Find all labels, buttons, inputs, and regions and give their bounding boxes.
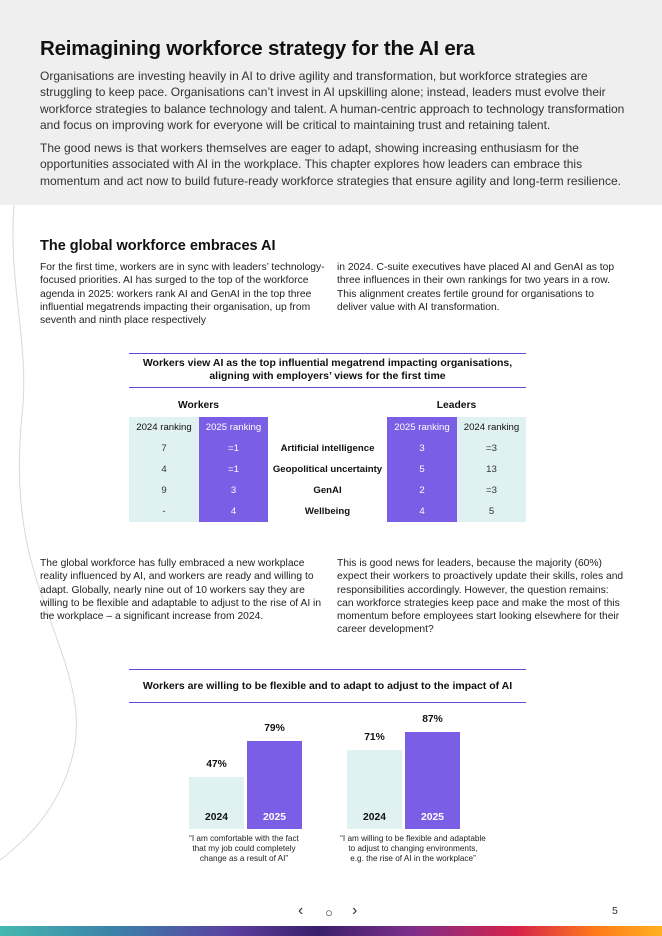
row-label: GenAI: [268, 480, 387, 501]
bar-value-label: 79%: [264, 723, 285, 734]
bar-2024-group-1: [189, 777, 244, 829]
footer-gradient-bar: [0, 926, 662, 936]
table-top-rule: [129, 353, 526, 354]
bar-value-label: 71%: [364, 732, 385, 743]
prev-page-icon[interactable]: ‹: [298, 902, 304, 919]
caption-1-line-1: “I am comfortable with the fact: [189, 834, 299, 843]
table-cell: 3: [199, 480, 268, 501]
caption-2-line-3: e.g. the rise of AI in the workplace”: [350, 854, 476, 864]
bar-series-label: 2025: [421, 812, 444, 823]
intro-paragraph-2: The good news is that workers themselves are eager to adapt, showing increasing enthusiasm for the opportunities associated with AI in the workplace. This chapter explores how leaders can embrace this momentum and act now to build future-ready workforce strategies that ensure agility and long-term resilience.: [40, 141, 621, 188]
table-cell: 4: [199, 501, 268, 522]
row-label: Artificial intelligence: [268, 438, 387, 459]
table-cell: =1: [199, 438, 268, 459]
header-leaders-2025: 2025 ranking: [387, 417, 457, 438]
section-title: The global workforce embraces AI: [40, 238, 276, 254]
body-column-3: The global workforce has fully embraced a new workplace reality influenced by AI, and workers are ready and willing to adapt. Globally, nearly nine out of 10 workers say they are willing to be flexible and adaptable to adjust to the rise of AI in the workplace – a significant increase from 2024.: [40, 558, 322, 623]
page-title: Reimagining workforce strategy for the AI era: [40, 37, 475, 60]
home-icon[interactable]: ○: [325, 905, 333, 920]
next-page-icon[interactable]: ›: [352, 902, 358, 919]
table-cell: 5: [457, 501, 526, 522]
header-workers-2025: 2025 ranking: [199, 417, 268, 438]
workers-label: Workers: [177, 400, 220, 411]
bar-value-label: 47%: [206, 759, 227, 770]
chart-bottom-rule: [129, 702, 526, 703]
header-leaders-2024: 2024 ranking: [457, 417, 526, 438]
table-cell: 3: [387, 438, 457, 459]
table-cell: 4: [129, 459, 199, 480]
table-cell: 9: [129, 480, 199, 501]
table-title-line-1: Workers view AI as the top influential megatrend impacting organisations,: [142, 357, 513, 369]
bar-2024-group-2: [347, 750, 402, 829]
table-cell: 5: [387, 459, 457, 480]
bar-series-label: 2024: [363, 812, 386, 823]
intro-paragraph-1: Organisations are investing heavily in AI to drive agility and transformation, but workforce strategies are struggling to keep pace. Organisations can’t invest in AI upskilling alone; instead, leaders must evolve their workforce strategies to balance technology and talent. A human-centric approach to technology transformation and focus on improving work for everyone will be critical to maintaining trust and retaining talent.: [40, 69, 625, 132]
table-cell: =3: [457, 480, 526, 501]
table-cell: =1: [199, 459, 268, 480]
table-title-line-2: aligning with employers’ views for the first time: [209, 370, 446, 382]
body-column-2: in 2024. C-suite executives have placed AI and GenAI as top three influences in their own rankings for two years in a row. This alignment creates fertile ground for organisations to deliver value with AI transformation.: [337, 262, 615, 313]
chart-title: Workers are willing to be flexible and to adapt to adjust to the impact of AI: [142, 680, 513, 692]
caption-2-line-2: to adjust to changing environments,: [348, 844, 478, 854]
row-label: Geopolitical uncertainty: [268, 459, 387, 480]
bar-series-label: 2025: [263, 812, 286, 823]
table-cell: -: [129, 501, 199, 522]
table-cell: =3: [457, 438, 526, 459]
body-column-1: For the first time, workers are in sync with leaders’ technology-focused priorities. AI has surged to the top of the workforce agenda in 2025: workers rank AI and GenAI in the top three influential megatrends impacting their organisation, up from seventh and ninth place respectively: [40, 262, 325, 327]
chart-caption-1: [164, 834, 324, 865]
bar-series-label: 2024: [205, 812, 228, 823]
body-column-4: This is good news for leaders, because the majority (60%) expect their workers to proactively update their skills, roles and responsibilities accordingly. However, the question remains: can workforce strategies keep pace and make the most of this momentum before employees start looking elsewhere for their career development?: [337, 558, 624, 636]
row-label: Wellbeing: [268, 501, 387, 522]
header-workers-2024: 2024 ranking: [129, 417, 199, 438]
table-cell: 4: [387, 501, 457, 522]
bar-2025-group-2: [405, 732, 460, 829]
hero-section: [0, 0, 662, 205]
table-cell: 13: [457, 459, 526, 480]
caption-1-line-2: that my job could completely: [192, 844, 296, 854]
caption-2-line-1: “I am willing to be flexible and adaptable: [340, 834, 486, 843]
table-cell: 7: [129, 438, 199, 459]
bar-value-label: 87%: [422, 714, 443, 725]
bar-2025-group-1: [247, 741, 302, 829]
caption-1-line-3: change as a result of AI”: [199, 854, 289, 864]
table-cell: 2: [387, 480, 457, 501]
chart-top-rule: [129, 669, 526, 670]
leaders-label: Leaders: [436, 400, 477, 411]
table-bottom-rule: [129, 387, 526, 388]
page-number: 5: [612, 905, 618, 917]
chart-caption-2: [323, 834, 503, 865]
